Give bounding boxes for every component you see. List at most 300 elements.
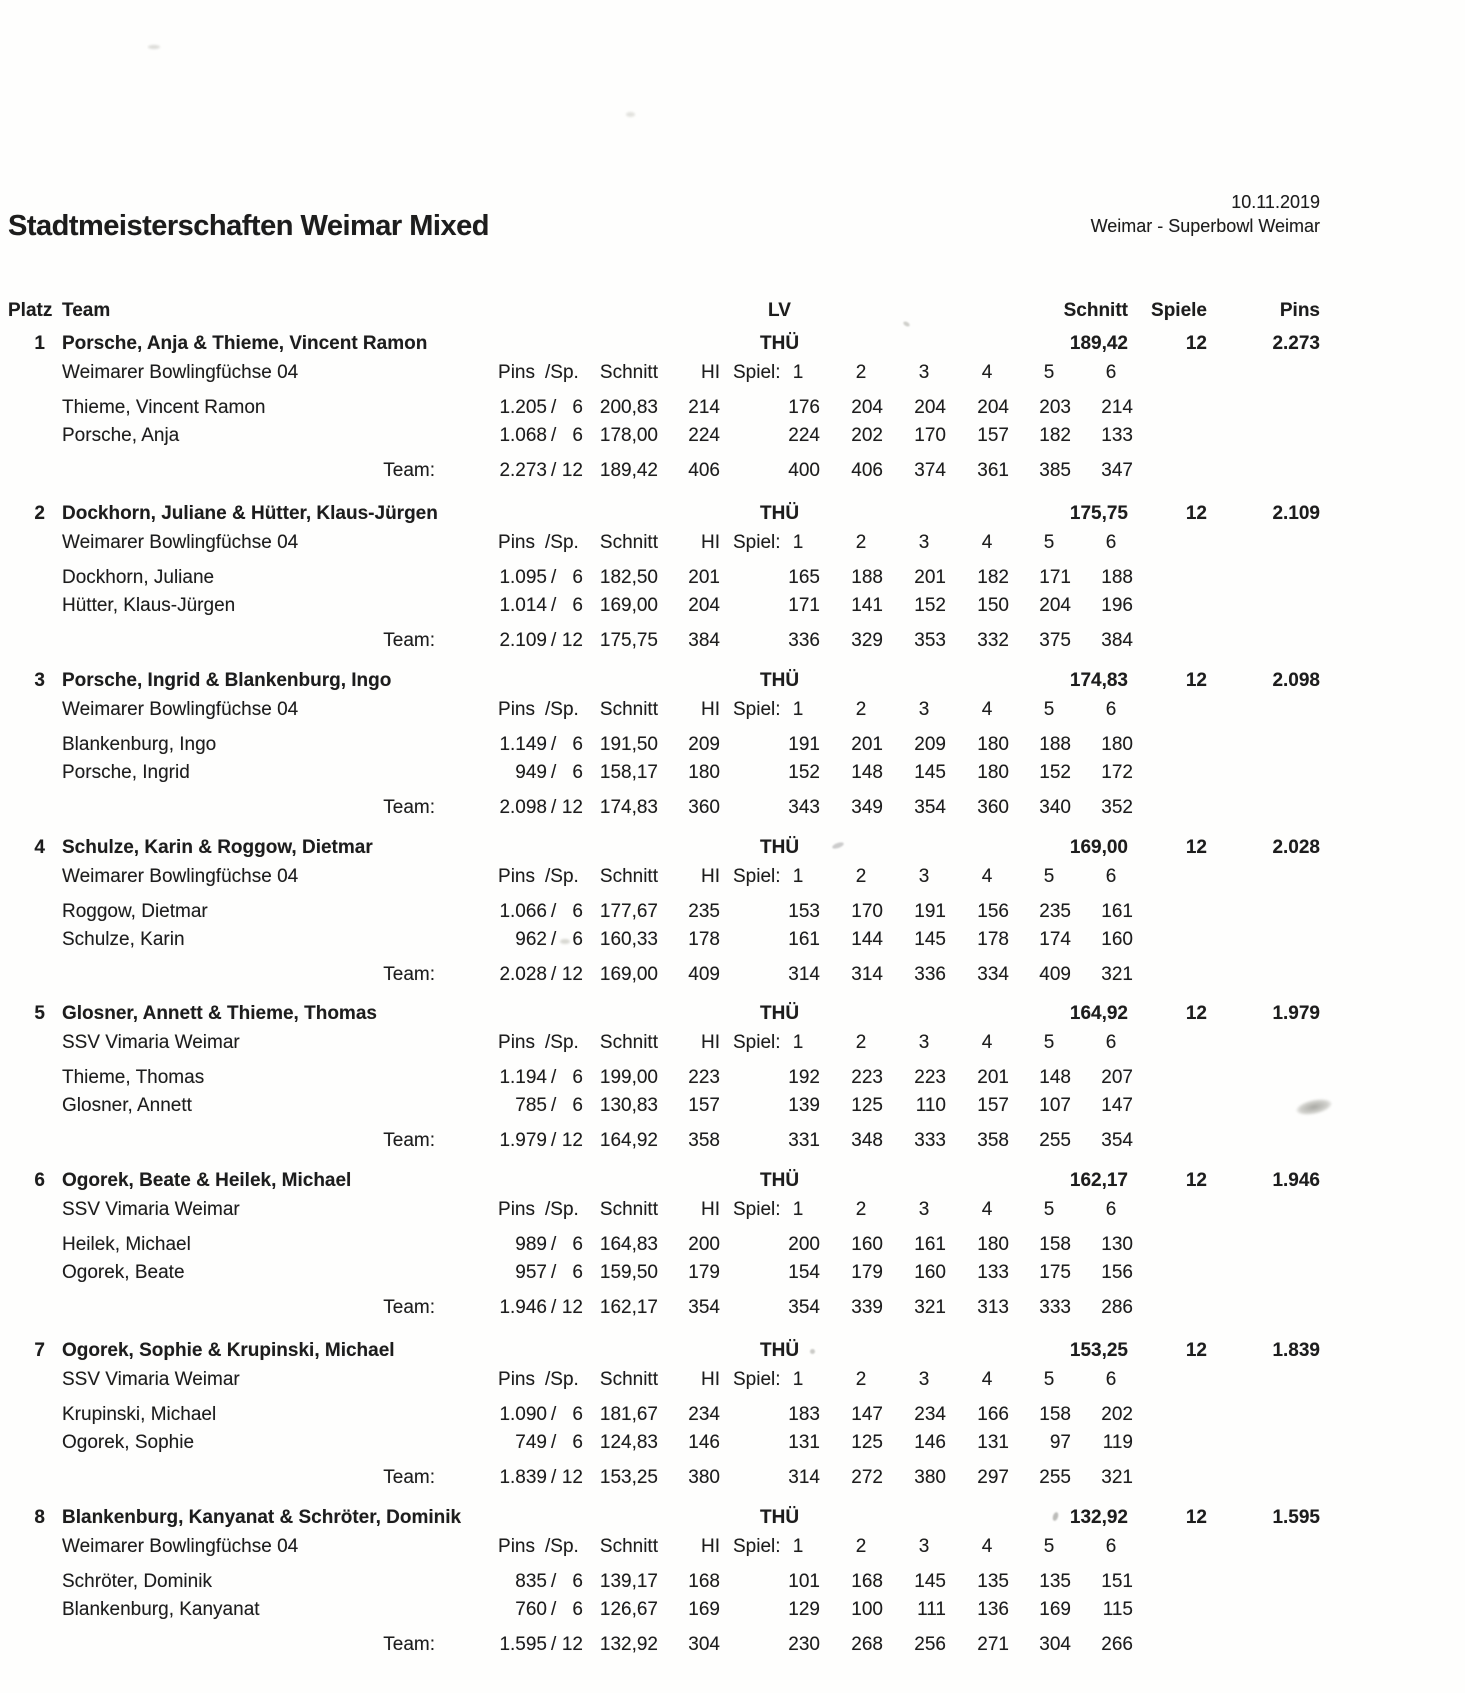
player-game-2: 179 [851, 1262, 883, 1283]
player-schnitt: 178,00 [599, 425, 658, 446]
column-team: Team [62, 300, 111, 321]
team-block [0, 1004, 1465, 1156]
player-pins: 1.066 [499, 901, 547, 922]
team-header-row [0, 1341, 1465, 1363]
team-total-sp: 12 [561, 1130, 583, 1151]
player-sp: 6 [572, 1571, 583, 1592]
player-hi: 146 [688, 1432, 720, 1453]
team-total-sp: 12 [561, 797, 583, 818]
subcolumn-hi: HI [701, 1536, 720, 1557]
slash-separator: / [551, 1297, 557, 1318]
player-game-5: 152 [1039, 762, 1071, 783]
subcolumn-game-3: 3 [918, 699, 930, 720]
column-platz: Platz [8, 300, 53, 321]
team-schnitt: 189,42 [1069, 333, 1128, 354]
team-lv: THÜ [760, 1507, 800, 1528]
team-names: Ogorek, Sophie & Krupinski, Michael [62, 1340, 395, 1361]
team-names: Blankenburg, Kanyanat & Schröter, Dominik [62, 1507, 462, 1528]
club-subheader-row [0, 363, 1465, 385]
player-game-3: 204 [914, 397, 946, 418]
subcolumn-sp: /Sp. [545, 699, 579, 720]
player-schnitt: 177,67 [599, 901, 658, 922]
player-name: Dockhorn, Juliane [62, 567, 215, 588]
subcolumn-spiel: Spiel: [733, 1199, 781, 1220]
team-total-hi: 358 [688, 1130, 720, 1151]
player-row [0, 398, 1465, 420]
team-total-game-6: 347 [1101, 460, 1133, 481]
player-sp: 6 [572, 1262, 583, 1283]
event-venue: Weimar - Superbowl Weimar [1090, 216, 1320, 236]
club-subheader-row [0, 1033, 1465, 1055]
player-game-1: 153 [788, 901, 820, 922]
subcolumn-game-3: 3 [918, 1032, 930, 1053]
team-block [0, 1171, 1465, 1323]
team-rank: 2 [34, 503, 45, 524]
player-game-5: 148 [1039, 1067, 1071, 1088]
subcolumn-game-1: 1 [792, 1032, 804, 1053]
player-hi: 200 [688, 1234, 720, 1255]
team-block [0, 671, 1465, 823]
player-schnitt: 139,17 [599, 1571, 658, 1592]
team-names: Porsche, Ingrid & Blankenburg, Ingo [62, 670, 392, 691]
player-game-4: 180 [977, 734, 1009, 755]
player-game-4: 178 [977, 929, 1009, 950]
player-game-4: 180 [977, 1234, 1009, 1255]
subcolumn-spiel: Spiel: [733, 532, 781, 553]
team-total-game-4: 358 [977, 1130, 1009, 1151]
player-game-3: 145 [914, 929, 946, 950]
subcolumn-game-6: 6 [1105, 1032, 1117, 1053]
player-game-1: 131 [788, 1432, 820, 1453]
team-total-schnitt: 132,92 [599, 1634, 658, 1655]
subcolumn-game-1: 1 [792, 699, 804, 720]
event-meta [1091, 190, 1320, 238]
subcolumn-spiel: Spiel: [733, 1032, 781, 1053]
team-total-game-6: 321 [1101, 964, 1133, 985]
team-total-game-1: 354 [788, 1297, 820, 1318]
team-total-game-1: 230 [788, 1634, 820, 1655]
team-total-game-1: 343 [788, 797, 820, 818]
subcolumn-spiel: Spiel: [733, 362, 781, 383]
player-game-5: 158 [1039, 1234, 1071, 1255]
player-sp: 6 [572, 1095, 583, 1116]
player-name: Blankenburg, Ingo [62, 734, 217, 755]
subcolumn-hi: HI [701, 699, 720, 720]
player-game-5: 204 [1039, 595, 1071, 616]
player-row [0, 930, 1465, 952]
subcolumn-game-1: 1 [792, 866, 804, 887]
player-game-6: 119 [1102, 1432, 1133, 1453]
team-total-pins: 2.109 [499, 630, 547, 651]
subcolumn-game-6: 6 [1105, 532, 1117, 553]
subcolumn-game-2: 2 [855, 1032, 867, 1053]
player-game-4: 157 [977, 1095, 1009, 1116]
player-sp: 6 [572, 1404, 583, 1425]
club-subheader-row [0, 867, 1465, 889]
subcolumn-pins: Pins [498, 699, 535, 720]
table-header-row [0, 301, 1465, 323]
player-game-3: 110 [915, 1095, 946, 1116]
column-lv: LV [768, 300, 791, 321]
team-total-pins: 2.028 [499, 964, 547, 985]
player-sp: 6 [572, 929, 583, 950]
team-total-hi: 409 [688, 964, 720, 985]
team-total-sp: 12 [561, 630, 583, 651]
team-total-row [0, 1635, 1465, 1657]
player-hi: 235 [688, 901, 720, 922]
team-total-schnitt: 164,92 [599, 1130, 658, 1151]
club-name: SSV Vimaria Weimar [62, 1369, 240, 1390]
player-game-1: 101 [788, 1571, 820, 1592]
subcolumn-game-2: 2 [855, 1536, 867, 1557]
player-name: Porsche, Ingrid [62, 762, 190, 783]
team-total-game-5: 385 [1039, 460, 1071, 481]
subcolumn-game-1: 1 [792, 1536, 804, 1557]
team-header-row [0, 1508, 1465, 1530]
player-name: Glosner, Annett [62, 1095, 192, 1116]
player-hi: 169 [688, 1599, 720, 1620]
subcolumn-game-1: 1 [792, 532, 804, 553]
subcolumn-game-2: 2 [855, 1369, 867, 1390]
subcolumn-sp: /Sp. [545, 362, 579, 383]
club-subheader-row [0, 533, 1465, 555]
club-subheader-row [0, 1537, 1465, 1559]
subcolumn-spiel: Spiel: [733, 699, 781, 720]
player-game-3: 161 [914, 1234, 946, 1255]
team-spiele: 12 [1185, 837, 1207, 858]
column-spiele: Spiele [1151, 300, 1207, 321]
player-game-2: 148 [851, 762, 883, 783]
player-schnitt: 191,50 [599, 734, 658, 755]
subcolumn-sp: /Sp. [545, 1032, 579, 1053]
player-game-6: 161 [1101, 901, 1133, 922]
player-row [0, 426, 1465, 448]
slash-separator: / [551, 762, 557, 783]
club-name: SSV Vimaria Weimar [62, 1032, 240, 1053]
player-game-2: 204 [851, 397, 883, 418]
page-title: Stadtmeisterschaften Weimar Mixed [8, 210, 489, 243]
team-schnitt: 175,75 [1069, 503, 1128, 524]
team-total-game-6: 286 [1101, 1297, 1133, 1318]
player-game-5: 158 [1039, 1404, 1071, 1425]
slash-separator: / [551, 901, 557, 922]
slash-separator: / [551, 595, 557, 616]
subcolumn-hi: HI [701, 1032, 720, 1053]
subcolumn-game-2: 2 [855, 1199, 867, 1220]
slash-separator: / [551, 1262, 557, 1283]
team-names: Ogorek, Beate & Heilek, Michael [62, 1170, 352, 1191]
subcolumn-game-3: 3 [918, 532, 930, 553]
player-game-2: 202 [851, 425, 883, 446]
subcolumn-game-1: 1 [792, 1199, 804, 1220]
team-schnitt: 132,92 [1069, 1507, 1128, 1528]
player-hi: 157 [688, 1095, 720, 1116]
subcolumn-game-4: 4 [981, 1032, 993, 1053]
player-game-3: 201 [914, 567, 946, 588]
team-total-hi: 406 [688, 460, 720, 481]
subcolumn-schnitt: Schnitt [599, 1032, 658, 1053]
player-pins: 1.090 [499, 1404, 547, 1425]
team-names: Schulze, Karin & Roggow, Dietmar [62, 837, 373, 858]
player-pins: 949 [515, 762, 547, 783]
team-total-sp: 12 [561, 1467, 583, 1488]
club-name: SSV Vimaria Weimar [62, 1199, 240, 1220]
player-game-4: 133 [977, 1262, 1009, 1283]
slash-separator: / [551, 567, 557, 588]
player-sp: 6 [572, 901, 583, 922]
team-block [0, 1341, 1465, 1493]
player-hi: 204 [688, 595, 720, 616]
player-game-5: 169 [1039, 1599, 1071, 1620]
player-row [0, 1600, 1465, 1622]
team-total-pins: 1.946 [499, 1297, 547, 1318]
team-pins: 1.595 [1272, 1507, 1320, 1528]
team-total-schnitt: 162,17 [599, 1297, 658, 1318]
team-total-sp: 12 [561, 964, 583, 985]
subcolumn-hi: HI [701, 532, 720, 553]
team-pins: 2.028 [1272, 837, 1320, 858]
team-total-row [0, 965, 1465, 987]
team-pins: 2.098 [1272, 670, 1320, 691]
team-header-row [0, 838, 1465, 860]
subcolumn-hi: HI [701, 1199, 720, 1220]
team-total-game-3: 374 [914, 460, 946, 481]
scan-artifact-speck [626, 112, 635, 117]
team-total-game-2: 268 [851, 1634, 883, 1655]
team-total-label: Team: [383, 460, 435, 481]
player-schnitt: 160,33 [599, 929, 658, 950]
team-total-game-3: 336 [914, 964, 946, 985]
player-row [0, 735, 1465, 757]
team-total-game-4: 271 [977, 1634, 1009, 1655]
player-game-3: 145 [914, 762, 946, 783]
team-total-hi: 384 [688, 630, 720, 651]
team-names: Glosner, Annett & Thieme, Thomas [62, 1003, 377, 1024]
player-game-2: 100 [851, 1599, 883, 1620]
team-total-game-1: 336 [788, 630, 820, 651]
team-header-row [0, 334, 1465, 356]
player-game-6: 172 [1101, 762, 1133, 783]
team-total-game-2: 348 [851, 1130, 883, 1151]
team-total-label: Team: [383, 1130, 435, 1151]
player-game-1: 154 [788, 1262, 820, 1283]
column-schnitt: Schnitt [1063, 300, 1128, 321]
player-name: Heilek, Michael [62, 1234, 191, 1255]
subcolumn-schnitt: Schnitt [599, 1536, 658, 1557]
player-sp: 6 [572, 734, 583, 755]
subcolumn-schnitt: Schnitt [599, 1369, 658, 1390]
slash-separator: / [551, 1067, 557, 1088]
team-total-schnitt: 153,25 [599, 1467, 658, 1488]
subcolumn-game-4: 4 [981, 866, 993, 887]
player-game-1: 165 [788, 567, 820, 588]
team-schnitt: 174,83 [1069, 670, 1128, 691]
slash-separator: / [551, 397, 557, 418]
player-sp: 6 [572, 762, 583, 783]
player-game-4: 182 [977, 567, 1009, 588]
player-row [0, 1096, 1465, 1118]
team-total-game-1: 331 [788, 1130, 820, 1151]
player-schnitt: 126,67 [599, 1599, 658, 1620]
slash-separator: / [551, 1467, 557, 1488]
team-pins: 1.979 [1272, 1003, 1320, 1024]
slash-separator: / [551, 1634, 557, 1655]
player-sp: 6 [572, 1432, 583, 1453]
player-game-4: 156 [977, 901, 1009, 922]
slash-separator: / [551, 1095, 557, 1116]
player-game-2: 141 [851, 595, 883, 616]
subcolumn-game-1: 1 [792, 1369, 804, 1390]
player-game-3: 145 [914, 1571, 946, 1592]
team-rank: 4 [34, 837, 45, 858]
player-pins: 1.095 [499, 567, 547, 588]
team-rank: 3 [34, 670, 45, 691]
slash-separator: / [551, 1130, 557, 1151]
player-game-1: 224 [788, 425, 820, 446]
team-total-game-3: 256 [914, 1634, 946, 1655]
player-hi: 180 [688, 762, 720, 783]
team-names: Porsche, Anja & Thieme, Vincent Ramon [62, 333, 428, 354]
team-schnitt: 162,17 [1069, 1170, 1128, 1191]
team-total-game-5: 409 [1039, 964, 1071, 985]
team-block [0, 1508, 1465, 1660]
subcolumn-game-6: 6 [1105, 1536, 1117, 1557]
club-subheader-row [0, 1200, 1465, 1222]
team-total-row [0, 461, 1465, 483]
team-total-row [0, 1131, 1465, 1153]
subcolumn-pins: Pins [498, 362, 535, 383]
team-header-row [0, 1004, 1465, 1026]
slash-separator: / [551, 425, 557, 446]
team-header-row [0, 1171, 1465, 1193]
player-game-1: 161 [788, 929, 820, 950]
player-sp: 6 [572, 425, 583, 446]
player-game-4: 136 [977, 1599, 1009, 1620]
player-schnitt: 159,50 [599, 1262, 658, 1283]
player-schnitt: 158,17 [599, 762, 658, 783]
player-row [0, 1235, 1465, 1257]
subcolumn-game-4: 4 [981, 699, 993, 720]
team-total-hi: 304 [688, 1634, 720, 1655]
subcolumn-schnitt: Schnitt [599, 866, 658, 887]
column-pins: Pins [1279, 300, 1320, 321]
subcolumn-game-3: 3 [918, 1536, 930, 1557]
player-game-2: 125 [851, 1432, 883, 1453]
player-game-6: 207 [1101, 1067, 1133, 1088]
player-game-4: 166 [977, 1404, 1009, 1425]
player-schnitt: 169,00 [599, 595, 658, 616]
player-game-4: 150 [977, 595, 1009, 616]
player-row [0, 763, 1465, 785]
player-schnitt: 199,00 [599, 1067, 658, 1088]
team-total-hi: 380 [688, 1467, 720, 1488]
player-game-3: 146 [914, 1432, 946, 1453]
team-total-game-3: 353 [914, 630, 946, 651]
team-pins: 2.109 [1272, 503, 1320, 524]
subcolumn-game-2: 2 [855, 866, 867, 887]
player-row [0, 1433, 1465, 1455]
scan-artifact-speck [148, 45, 160, 49]
team-total-row [0, 1468, 1465, 1490]
player-pins: 957 [515, 1262, 547, 1283]
subcolumn-hi: HI [701, 1369, 720, 1390]
team-total-sp: 12 [561, 1634, 583, 1655]
player-pins: 1.205 [499, 397, 547, 418]
team-total-label: Team: [383, 964, 435, 985]
player-pins: 962 [515, 929, 547, 950]
subcolumn-game-3: 3 [918, 1369, 930, 1390]
player-game-6: 156 [1101, 1262, 1133, 1283]
team-total-game-2: 272 [851, 1467, 883, 1488]
team-total-pins: 1.839 [499, 1467, 547, 1488]
team-total-pins: 2.273 [499, 460, 547, 481]
team-total-game-5: 340 [1039, 797, 1071, 818]
player-row [0, 1572, 1465, 1594]
player-sp: 6 [572, 595, 583, 616]
subcolumn-game-2: 2 [855, 362, 867, 383]
player-game-3: 160 [914, 1262, 946, 1283]
player-hi: 179 [688, 1262, 720, 1283]
player-game-6: 147 [1101, 1095, 1133, 1116]
subcolumn-pins: Pins [498, 1199, 535, 1220]
player-pins: 785 [515, 1095, 547, 1116]
subcolumn-pins: Pins [498, 866, 535, 887]
subcolumn-schnitt: Schnitt [599, 1199, 658, 1220]
player-schnitt: 181,67 [599, 1404, 658, 1425]
team-pins: 1.839 [1272, 1340, 1320, 1361]
subcolumn-game-5: 5 [1043, 362, 1055, 383]
team-total-game-3: 354 [914, 797, 946, 818]
player-name: Schröter, Dominik [62, 1571, 212, 1592]
player-game-6: 130 [1101, 1234, 1133, 1255]
subcolumn-sp: /Sp. [545, 1536, 579, 1557]
team-spiele: 12 [1185, 1003, 1207, 1024]
subcolumn-game-6: 6 [1105, 699, 1117, 720]
team-total-game-5: 304 [1039, 1634, 1071, 1655]
team-total-sp: 12 [561, 460, 583, 481]
subcolumn-sp: /Sp. [545, 1199, 579, 1220]
player-game-6: 188 [1101, 567, 1133, 588]
player-game-3: 209 [914, 734, 946, 755]
player-row [0, 1263, 1465, 1285]
team-block [0, 334, 1465, 486]
player-game-5: 97 [1049, 1432, 1071, 1453]
team-total-game-3: 321 [914, 1297, 946, 1318]
team-total-game-2: 314 [851, 964, 883, 985]
player-game-6: 214 [1101, 397, 1133, 418]
team-total-game-5: 333 [1039, 1297, 1071, 1318]
subcolumn-game-5: 5 [1043, 1032, 1055, 1053]
player-name: Ogorek, Sophie [62, 1432, 195, 1453]
subcolumn-game-6: 6 [1105, 362, 1117, 383]
player-game-6: 160 [1101, 929, 1133, 950]
subcolumn-sp: /Sp. [545, 532, 579, 553]
club-subheader-row [0, 700, 1465, 722]
slash-separator: / [551, 1234, 557, 1255]
club-name: Weimarer Bowlingfüchse 04 [62, 866, 299, 887]
player-pins: 835 [515, 1571, 547, 1592]
player-game-5: 174 [1039, 929, 1071, 950]
subcolumn-pins: Pins [498, 1369, 535, 1390]
subcolumn-game-4: 4 [981, 532, 993, 553]
player-hi: 224 [688, 425, 720, 446]
player-pins: 749 [515, 1432, 547, 1453]
player-game-1: 129 [788, 1599, 820, 1620]
subcolumn-sp: /Sp. [545, 866, 579, 887]
team-pins: 2.273 [1272, 333, 1320, 354]
subcolumn-game-4: 4 [981, 1199, 993, 1220]
player-game-3: 191 [914, 901, 946, 922]
